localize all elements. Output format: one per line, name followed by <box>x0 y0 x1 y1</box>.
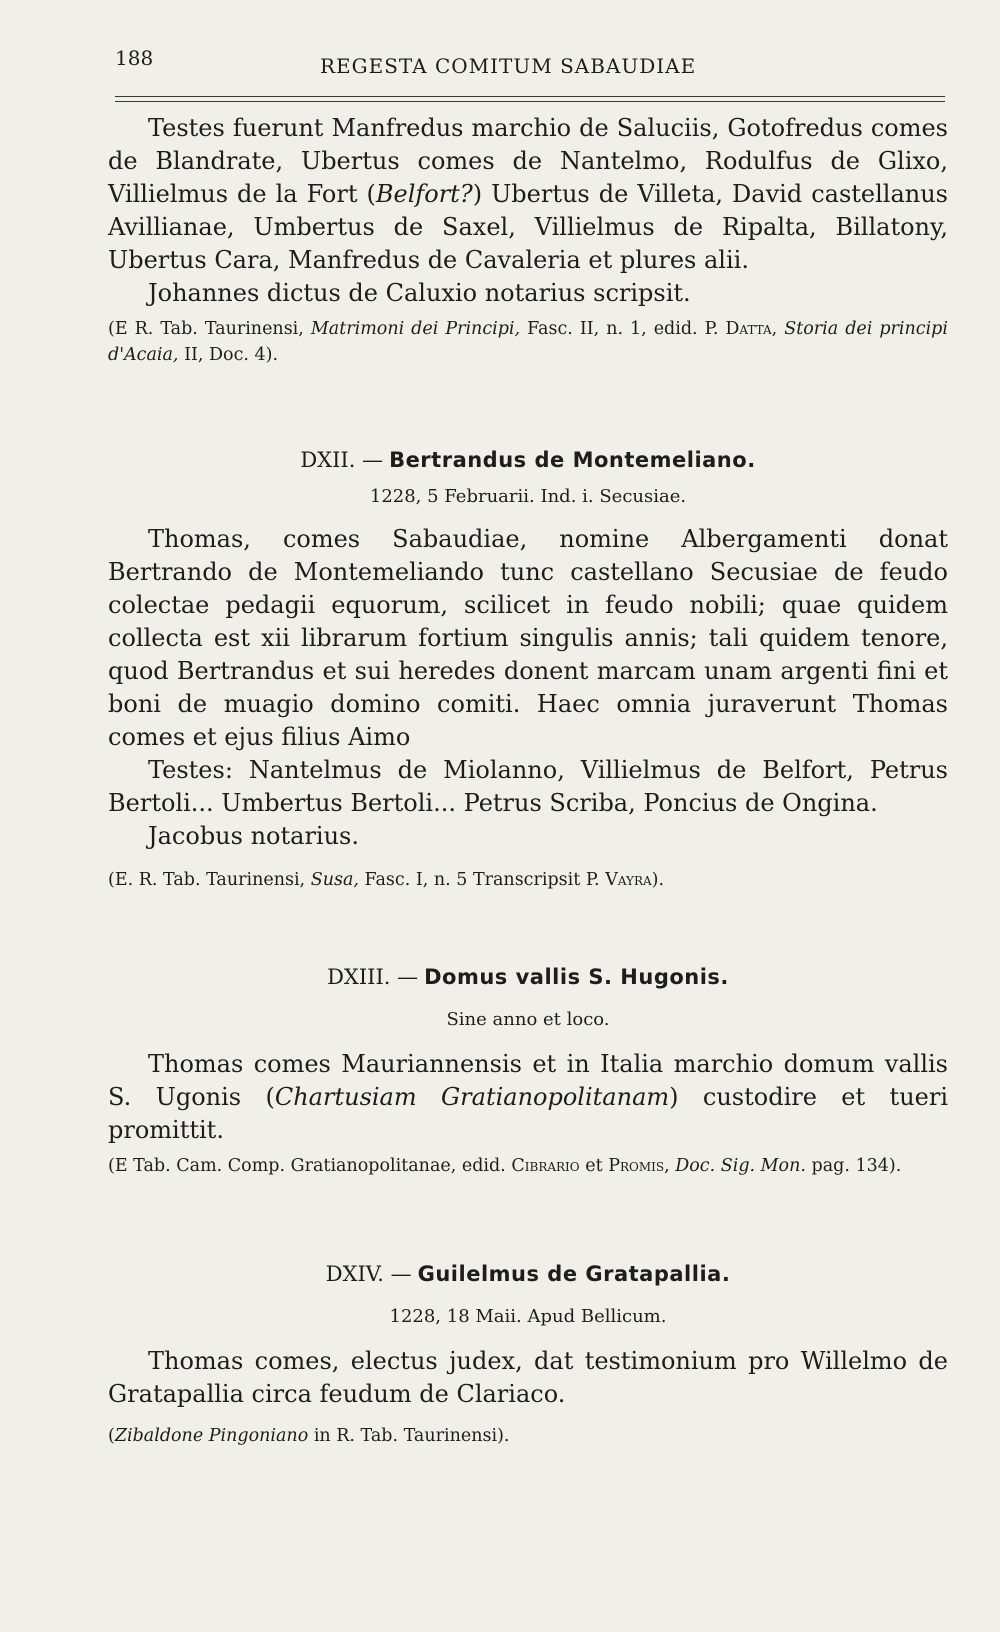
entry-notary: Jacobus notarius. <box>148 822 359 850</box>
header-rule-bottom <box>115 101 945 102</box>
entry-dxii <box>108 448 948 893</box>
entry-heading: DXIII. — Domus vallis S. Hugonis. <box>327 965 729 989</box>
entry-heading: DXIV. — Guilelmus de Gratapallia. <box>325 1262 731 1286</box>
entry-text: Thomas comes Mauriannensis et in Italia marchio domum vallis S. Ugonis (Chartusiam Gratianopolitanam) custodire et tueri promittit. <box>108 1050 948 1144</box>
entry-dateline: Sine anno et loco. <box>446 1009 610 1030</box>
source-citation: (E R. Tab. Taurinensi, Matrimoni dei Principi, Fasc. II, n. 1, edid. P. Datta, Storia dei principi d'Acaia, II, Doc. 4). <box>108 319 948 365</box>
header-rule-top <box>115 96 945 97</box>
witness-paragraph: Testes fuerunt Manfredus marchio de Saluciis, Gotofredus comes de Blandrate, Ubertus comes de Nantelmo, Rodulfus de Glixo, Villielmus de la Fort (Belfort?) Ubertus de Villeta, David castellanus Avillianae, Umbertus de Saxel, Villielmus de Ripalta, Billatony, Ubertus Cara, Manfredus de Cavaleria et plures alii. <box>108 114 949 274</box>
entry-dxiii <box>108 965 948 1179</box>
entry-source: (E. R. Tab. Taurinensi, Susa, Fasc. I, n. 5 Transcripsit P. Vayra). <box>108 870 665 890</box>
entry-dateline: 1228, 5 Februarii. Ind. i. Secusiae. <box>369 486 687 507</box>
running-title: REGESTA COMITUM SABAUDIAE <box>320 54 697 78</box>
entry-witnesses: Testes: Nantelmus de Miolanno, Villielmus de Belfort, Petrus Bertoli... Umbertus Bertoli... Petrus Scriba, Poncius de Ongina. <box>108 756 948 817</box>
entry-heading: DXII. — Bertrandus de Montemeliano. <box>300 448 756 472</box>
notary-line: Johannes dictus de Caluxio notarius scripsit. <box>148 279 691 307</box>
entry-text: Thomas comes, electus judex, dat testimonium pro Willelmo de Gratapallia circa feudum de Clariaco. <box>108 1347 948 1408</box>
entry-dateline: 1228, 18 Maii. Apud Bellicum. <box>389 1306 667 1327</box>
entry-dxiv <box>108 1262 948 1449</box>
entry-text: Thomas, comes Sabaudiae, nomine Albergamenti donat Bertrando de Montemeliando tunc castellano Secusiae de feudo colectae pedagii equorum, scilicet in feudo nobili; quae quidem collecta est xii librarum fortium singulis annis; tali quidem tenore, quod Bertrandus et sui heredes donent marcam unam argenti fini et boni de muagio domino comiti. Haec omnia juraverunt Thomas comes et ejus filius Aimo <box>108 525 948 751</box>
entry-source: (Zibaldone Pingoniano in R. Tab. Taurinensi). <box>108 1426 510 1446</box>
witness-block <box>108 112 948 368</box>
page-header <box>115 46 945 86</box>
entry-source: (E Tab. Cam. Comp. Gratianopolitanae, edid. Cibrario et Promis, Doc. Sig. Mon. pag. 134). <box>108 1156 902 1176</box>
page-number: 188 <box>115 46 154 70</box>
